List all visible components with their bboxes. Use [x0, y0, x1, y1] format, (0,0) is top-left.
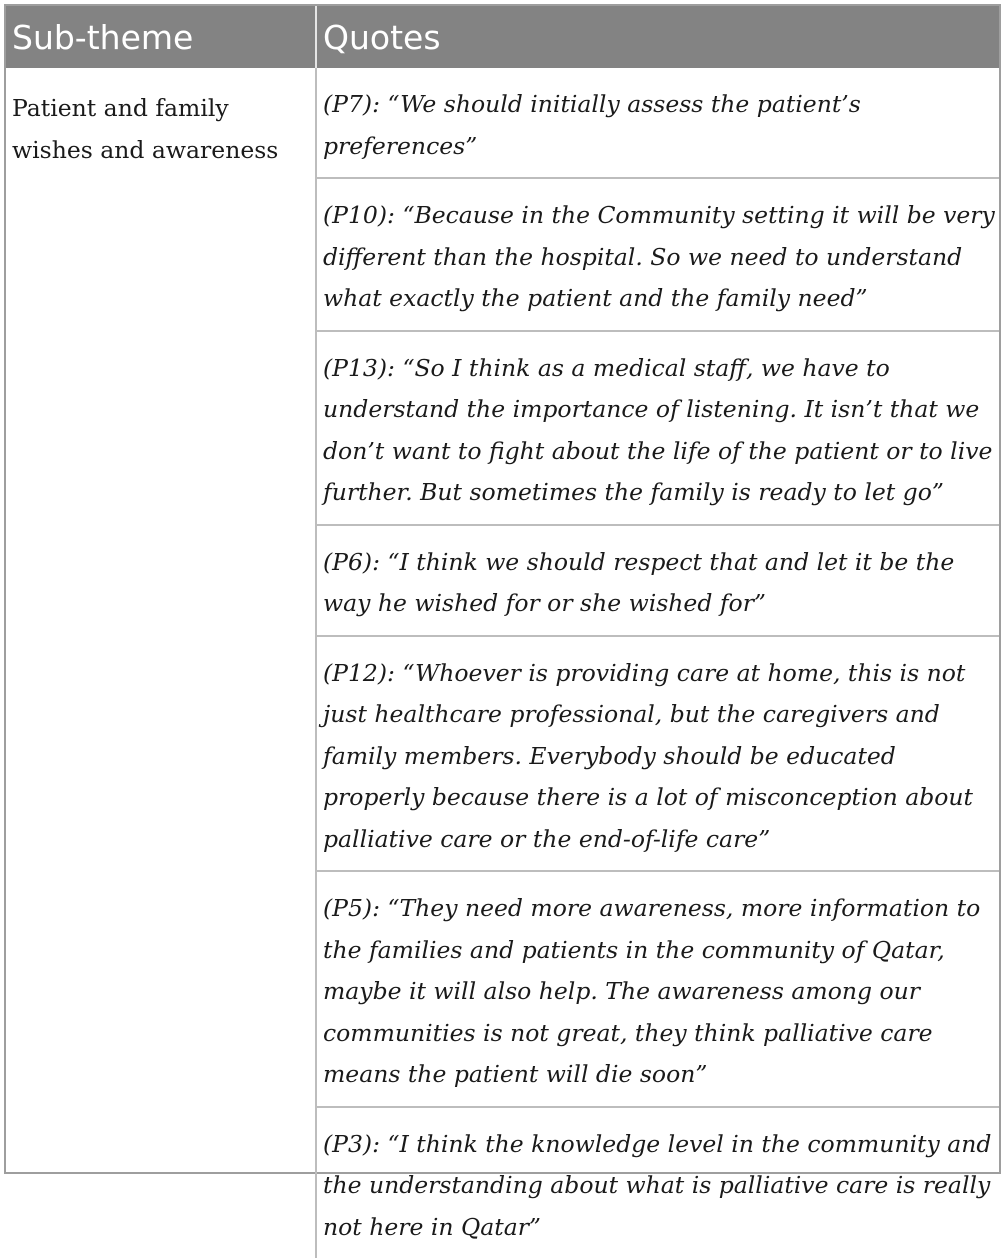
quote-cell: (P13): “So I think as a medical staff, we have to understand the importance of listening. It isn’t that we don’t want to fight about the life of the patient or to live further. But sometimes the family is ready to let go”: [316, 331, 999, 525]
quote-cell: (P7): “We should initially assess the patient’s preferences”: [316, 68, 999, 178]
header-subtheme: Sub-theme: [6, 6, 316, 68]
header-quotes: Quotes: [316, 6, 999, 68]
quote-cell: (P12): “Whoever is providing care at home, this is not just healthcare professional, but the caregivers and family members. Everybody should be educated properly because there is a lot of misconception about palliative care or the end-of-life care”: [316, 636, 999, 872]
subtheme-cell: Patient and family wishes and awareness: [6, 68, 316, 1258]
table-row: [6, 68, 999, 178]
quote-cell: (P3): “I think the knowledge level in the community and the understanding about what is palliative care is really not here in Qatar”: [316, 1107, 999, 1258]
quotes-table: [6, 6, 999, 1258]
quotes-table-frame: [4, 4, 1001, 1174]
header-row: [6, 6, 999, 68]
quote-cell: (P6): “I think we should respect that and let it be the way he wished for or she wished for”: [316, 525, 999, 636]
quote-cell: (P10): “Because in the Community setting it will be very different than the hospital. So we need to understand what exactly the patient and the family need”: [316, 178, 999, 331]
quote-cell: (P5): “They need more awareness, more information to the families and patients in the community of Qatar, maybe it will also help. The awareness among our communities is not great, they think palliative care means the patient will die soon”: [316, 871, 999, 1107]
